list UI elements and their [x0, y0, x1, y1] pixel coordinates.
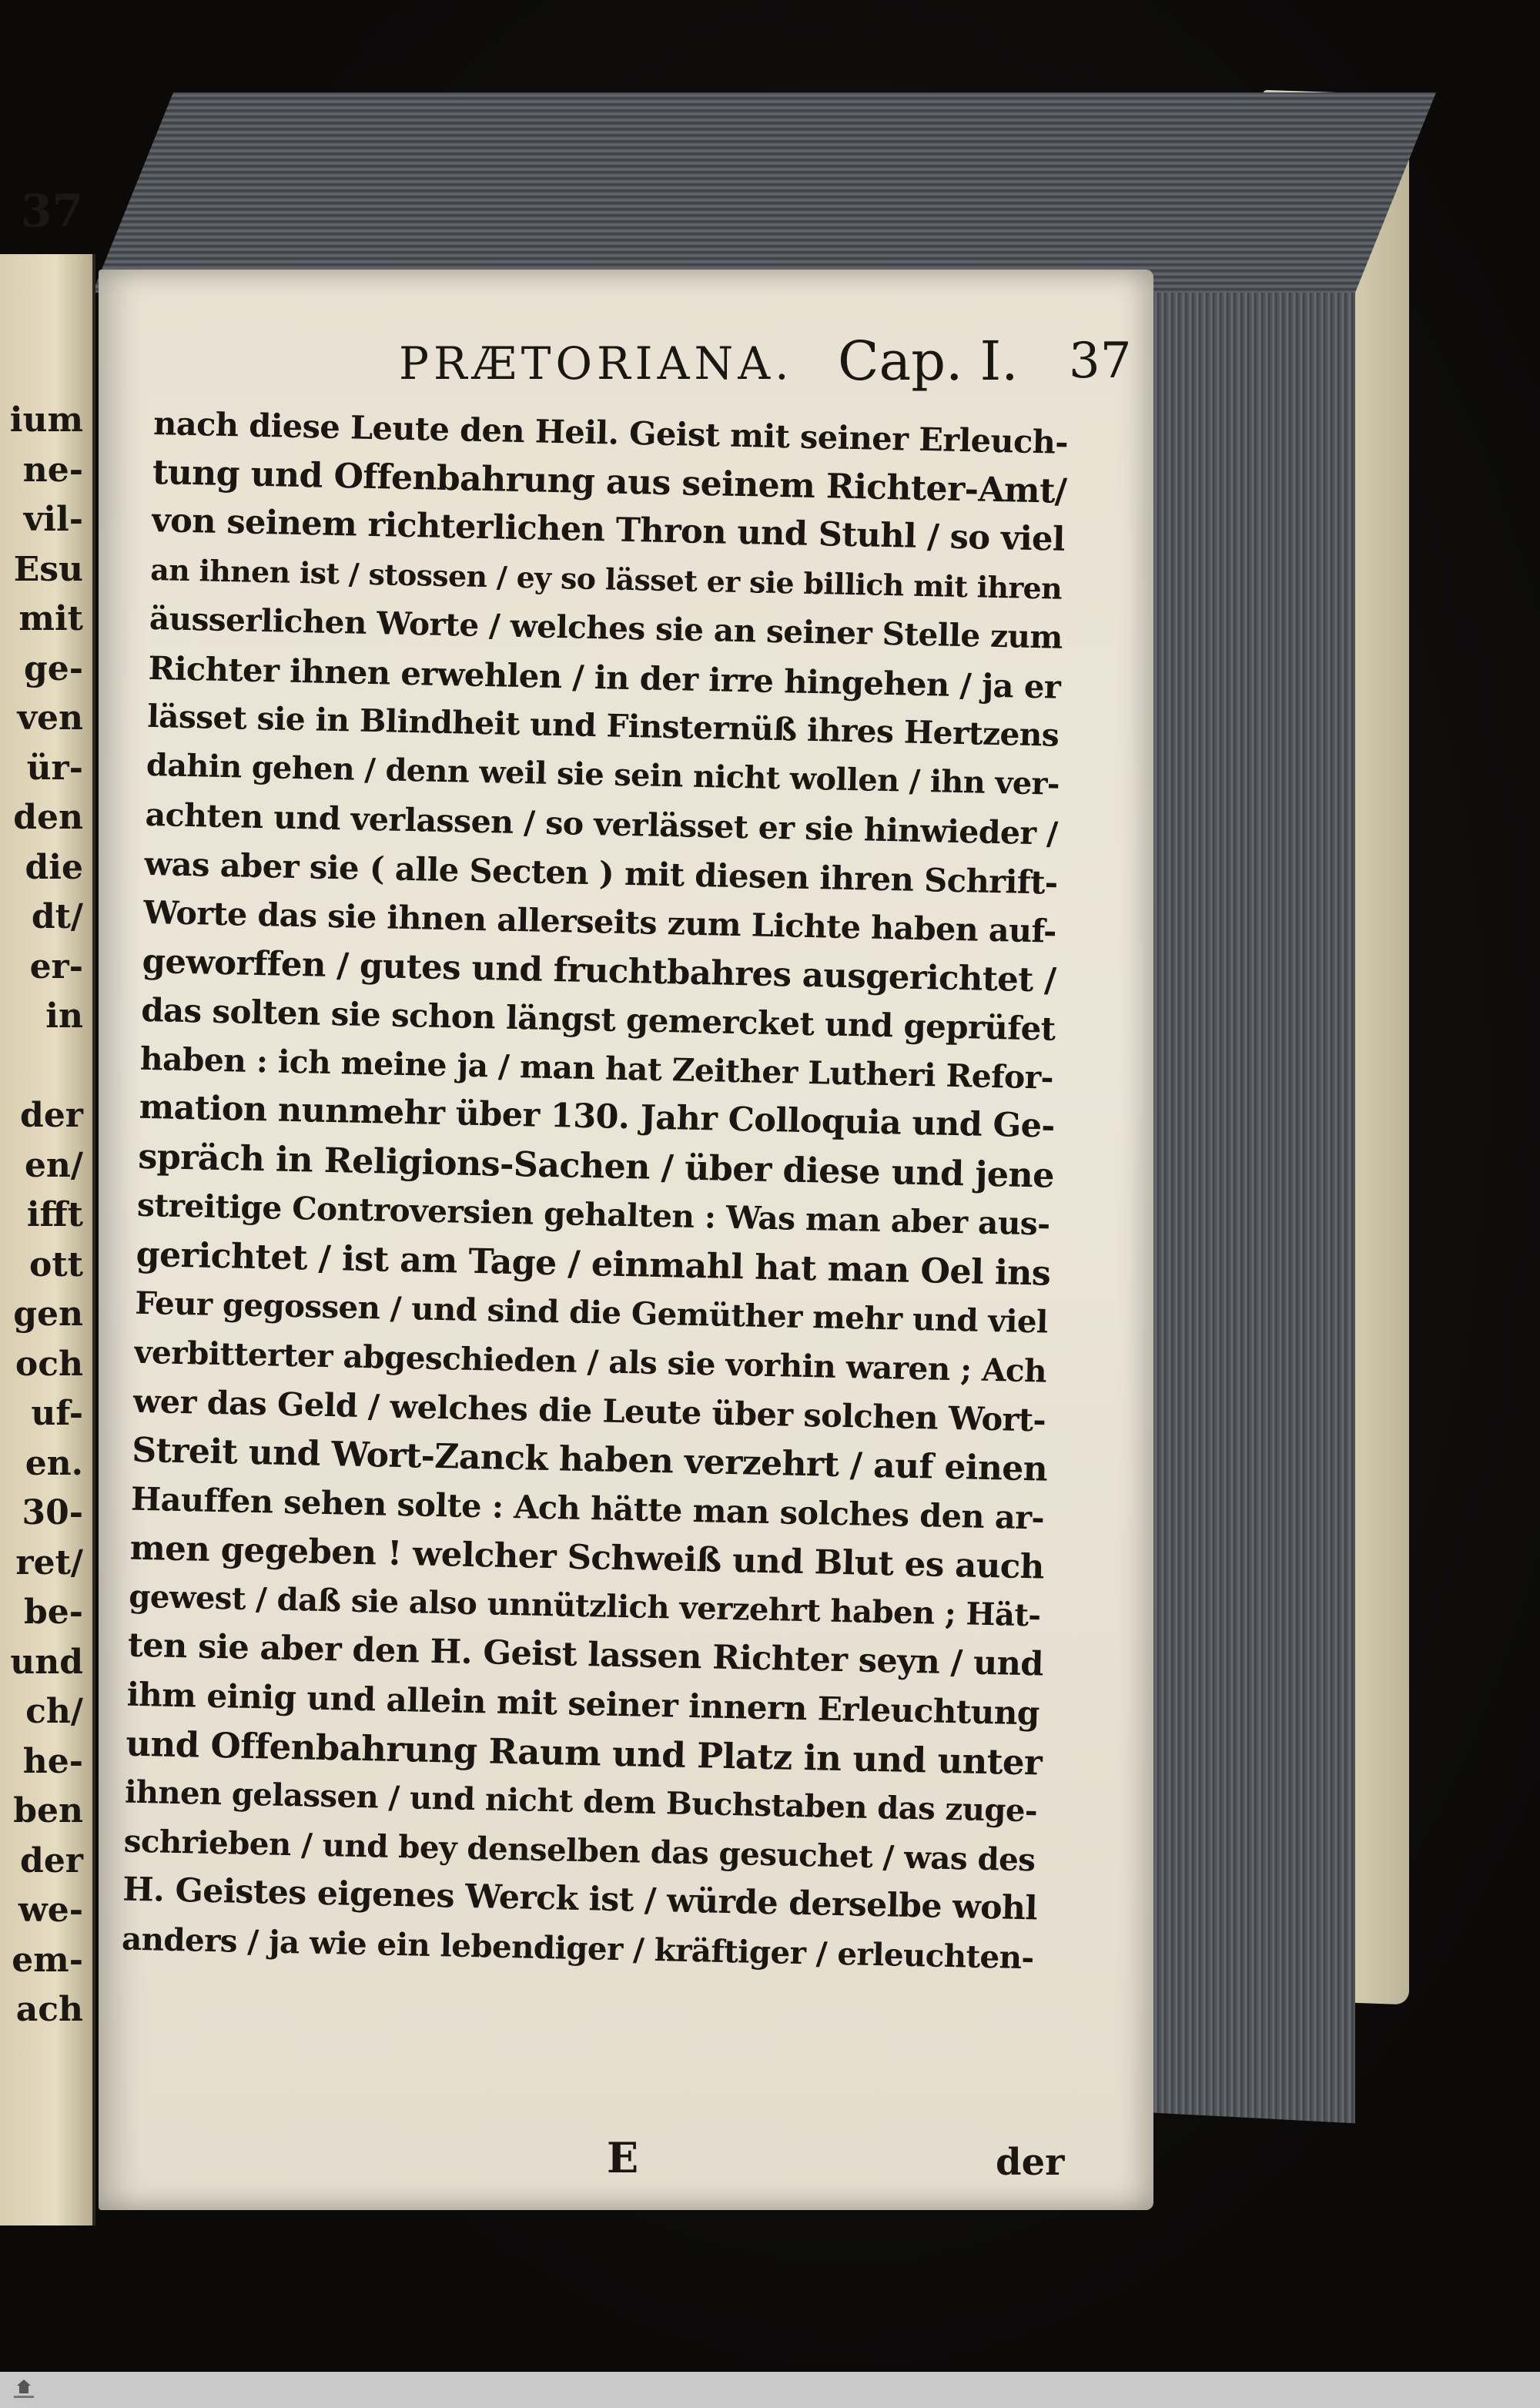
previous-page-line-fragment: ne-	[22, 450, 83, 490]
previous-page-line-fragment: der	[20, 1096, 83, 1135]
text-line: das solten sie schon längst gemercket und geprüfet	[140, 990, 1056, 1048]
previous-page-line-fragment: ch/	[25, 1692, 83, 1731]
chapter-label: Cap. I.	[838, 330, 1019, 393]
previous-page-line-fragment: we-	[18, 1891, 83, 1930]
previous-page-line-fragment: gen	[13, 1294, 83, 1334]
text-line: ten sie aber den H. Geist lassen Richter seyn / und	[127, 1626, 1044, 1684]
text-line: mation nunmehr über 130. Jahr Colloquia und Ge-	[139, 1087, 1056, 1146]
previous-page-line-fragment: ür-	[26, 748, 83, 788]
previous-page-line-fragment: em-	[12, 1940, 83, 1980]
previous-page-line-fragment: und	[10, 1642, 83, 1682]
previous-page-line-fragment: 30-	[22, 1493, 83, 1532]
running-title: PRÆTORIANA.	[399, 337, 794, 390]
text-line: tung und Offenbahrung aus seinem Richter-Amt/	[152, 452, 1067, 511]
previous-page-line-fragment: mit	[18, 599, 83, 638]
text-line: äusserlichen Worte / welches sie an seiner Stelle zum	[149, 599, 1063, 656]
page-top-edge	[92, 92, 1436, 293]
text-line: Worte das sie ihnen allerseits zum Lichte haben auf-	[142, 893, 1057, 950]
page-fore-edge	[1140, 141, 1355, 2124]
text-line: streitige Controversien gehalten : Was man aber aus-	[136, 1186, 1050, 1243]
previous-page-line-fragment: en/	[24, 1145, 83, 1185]
text-line: geworffen / gutes und fruchtbahres ausgerichtet /	[142, 941, 1056, 1000]
book-page	[99, 270, 1153, 2210]
text-line: Feur gegossen / und sind die Gemüther mehr und viel	[134, 1284, 1049, 1341]
page-number: 37	[1069, 333, 1132, 390]
text-line: anders / ja wie ein lebendiger / kräftiger / erleuchten-	[121, 1920, 1035, 1976]
text-line: achten und verlassen / so verlässet er sie hinwieder /	[145, 795, 1059, 852]
previous-page-edge	[0, 185, 95, 2225]
scan-bottom-bar	[0, 2372, 1540, 2408]
previous-page-line-fragment: den	[13, 798, 83, 837]
previous-page-line-fragment: he-	[22, 1741, 83, 1781]
text-line: wer das Geld / welches die Leute über solchen Wort-	[132, 1382, 1046, 1439]
previous-page-line-fragment: ben	[13, 1791, 83, 1830]
previous-page-line-fragment: ach	[15, 1990, 83, 2029]
previous-page-line-fragment: die	[25, 847, 83, 887]
previous-page-line-fragment: en.	[25, 1443, 83, 1483]
previous-page-line-fragment: dt/	[31, 897, 83, 936]
text-line: ihnen gelassen / und nicht dem Buchstaben das zuge-	[124, 1773, 1038, 1830]
previous-page-line-fragment: Esu	[13, 549, 83, 589]
catchword: der	[996, 2141, 1065, 2184]
text-line: verbitterter abgeschieden / als sie vorhin waren ; Ach	[133, 1333, 1047, 1390]
text-line: Streit und Wort-Zanck haben verzehrt / auf einen	[131, 1430, 1048, 1489]
text-line: nach diese Leute den Heil. Geist mit seiner Erleuch-	[152, 404, 1069, 461]
text-line: men gegeben ! welcher Schweiß und Blut es auch	[129, 1528, 1045, 1587]
previous-page-line-fragment: ifft	[26, 1195, 83, 1234]
text-line: ihm einig und allein mit seiner innern Erleuchtung	[126, 1674, 1040, 1733]
text-line: was aber sie ( alle Secten ) mit diesen ihren Schrift-	[143, 844, 1058, 902]
page-header	[291, 330, 1138, 399]
previous-page-line-fragment: ret/	[15, 1542, 83, 1582]
previous-page-line-fragment: ge-	[23, 648, 83, 688]
previous-page-line-fragment: er-	[29, 946, 83, 986]
text-line: lässet sie in Blindheit und Finsternüß ihres Hertzens	[146, 697, 1060, 754]
text-line: gerichtet / ist am Tage / einmahl hat man Oel ins	[136, 1234, 1051, 1294]
text-line: Hauffen sehen solte : Ach hätte man solches den ar-	[130, 1479, 1045, 1537]
previous-page-line-fragment: och	[15, 1344, 83, 1384]
previous-page-line-fragment: uf-	[31, 1394, 83, 1433]
previous-page-line-fragment: be-	[23, 1592, 83, 1632]
text-line: H. Geistes eigenes Werck ist / würde derselbe wohl	[122, 1870, 1038, 1928]
text-line: dahin gehen / denn weil sie sein nicht wollen / ihn ver-	[146, 747, 1060, 802]
text-line: und Offenbahrung Raum und Platz in und unter	[125, 1723, 1043, 1783]
page-footer	[99, 2133, 1153, 2195]
previous-page-line-fragment: ott	[29, 1244, 83, 1284]
previous-page-line-fragment: der	[20, 1840, 83, 1881]
text-line: haben : ich meine ja / man hat Zeither Lutheri Refor-	[139, 1040, 1054, 1097]
previous-page-number: 37	[21, 185, 83, 237]
library-logo-icon	[8, 2376, 40, 2403]
body-text	[121, 399, 1077, 1983]
previous-page-line-fragment: ium	[9, 400, 83, 440]
text-line: an ihnen ist / stossen / ey so lässet er sie billich mit ihren	[149, 552, 1063, 606]
previous-page-line-fragment: vil-	[23, 500, 83, 539]
previous-page-line-fragment: ven	[17, 698, 83, 738]
previous-page-line-fragment: in	[45, 996, 83, 1036]
signature-mark: E	[607, 2133, 639, 2182]
text-line: gewest / daß sie also unnützlich verzehrt haben ; Hät-	[128, 1578, 1041, 1634]
text-line: schrieben / und bey denselben das gesuchet / was des	[123, 1822, 1036, 1878]
text-line: von seinem richterlichen Thron und Stuhl / so viel	[151, 501, 1066, 559]
text-line: spräch in Religions-Sachen / über diese und jene	[137, 1136, 1055, 1196]
text-line: Richter ihnen erwehlen / in der irre hingehen / ja er	[148, 648, 1061, 706]
